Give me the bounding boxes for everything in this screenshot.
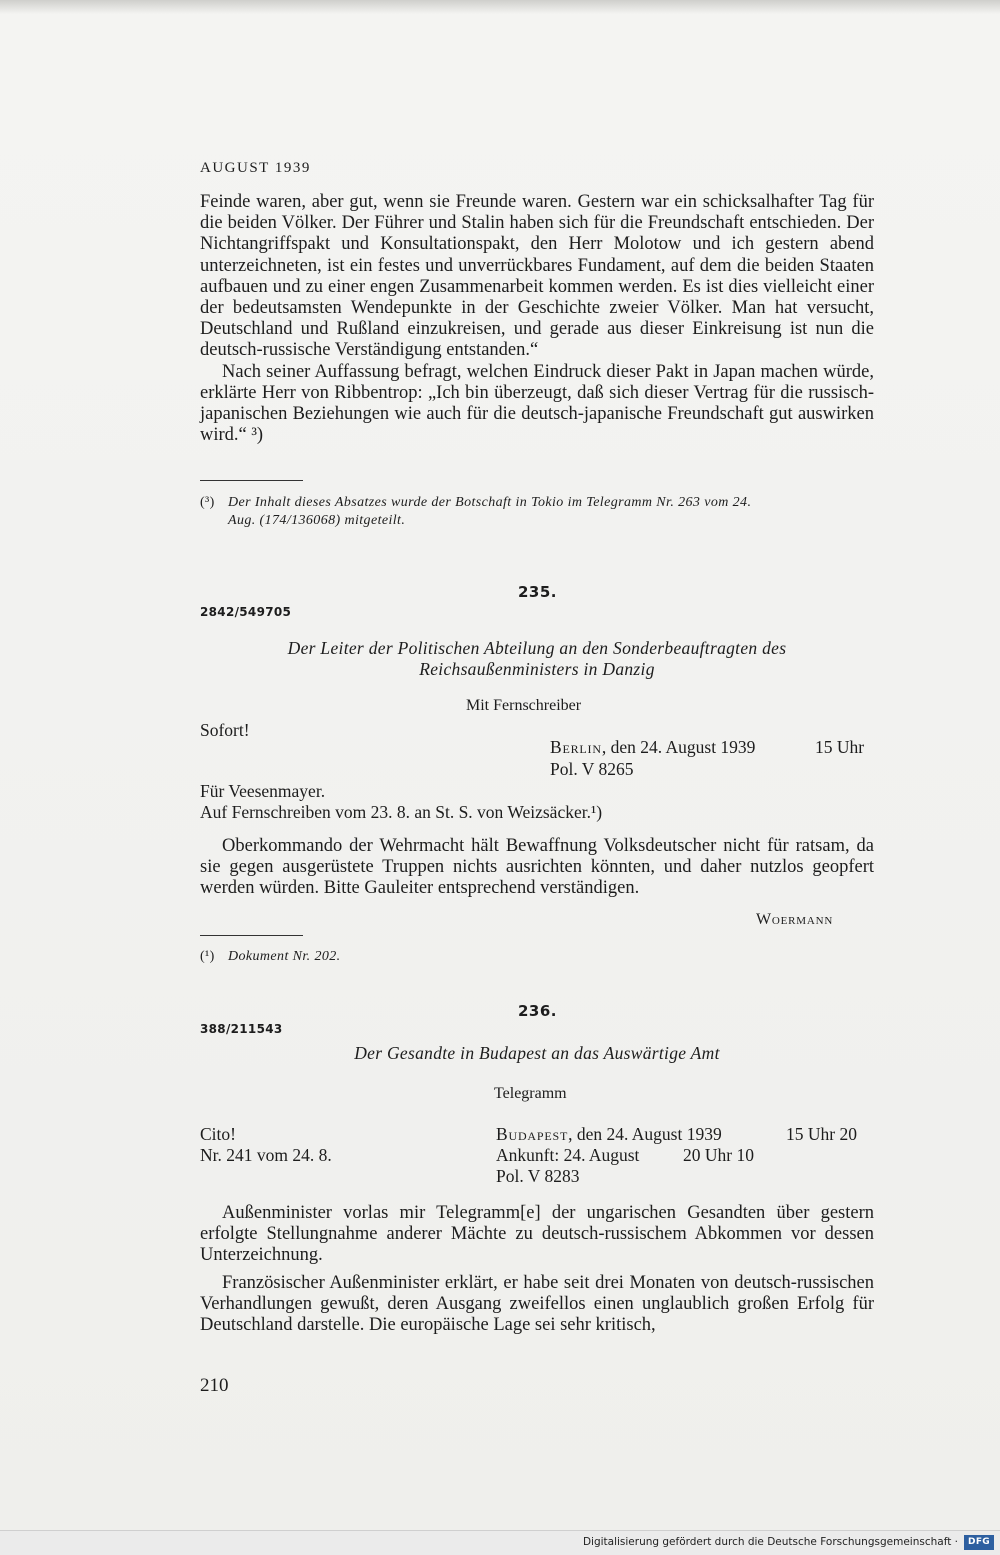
arrival-time: 20 Uhr 10 [683,1145,754,1165]
footnote-marker: (¹) [200,949,215,964]
time-text: 15 Uhr 20 [786,1124,857,1144]
footnote-text-continued: Aug. (174/136068) mitgeteilt. [228,513,406,528]
priority-marker: Cito! [200,1124,236,1144]
running-head: AUGUST 1939 [200,160,311,176]
footnote-1 [200,948,874,966]
footnote-marker: (³) [200,495,215,510]
body-paragraph: Oberkommando der Wehrmacht hält Bewaffnung Volksdeutscher nicht für ratsam, da sie gegen ausgerüstete Truppen nichts ausrichten könnten, und daher nutzlos geopfert werden würden. Bitte Gauleiter entsprechend verständigen. [200,836,874,899]
file-number: 2842/549705 [200,605,292,619]
document-number: 235. [518,583,558,601]
place-name: Budapest [496,1124,569,1144]
transmission-type: Mit Fernschreiber [466,697,582,714]
time-text: 15 Uhr [815,737,865,757]
footnote-text: Dokument Nr. 202. [228,949,341,964]
reference-number: Pol. V 8283 [496,1166,580,1186]
reference-number: Pol. V 8265 [550,759,634,779]
document-title-line: Reichsaußenministers in Danzig [419,659,655,679]
addressee-line: Für Veesenmayer. [200,781,326,801]
footnote-text: Der Inhalt dieses Absatzes wurde der Botschaft in Tokio im Telegramm Nr. 263 vom 24. [228,495,752,510]
date-text: , den 24. August 1939 [601,737,756,757]
intro-text [200,192,874,446]
intro-paragraph-2: Nach seiner Auffassung befragt, welchen Eindruck dieser Pakt in Japan machen würde, erklärte Herr von Ribbentrop: „Ich bin überzeugt, daß sich dieser Vertrag für die russisch-japanischen Beziehungen wie auch für die deutsch-japanische Freundschaft gut auswirken wird.“ ³) [200,361,874,446]
date-text: , den 24. August 1939 [568,1124,722,1144]
intro-paragraph-1: Feinde waren, aber gut, wenn sie Freunde waren. Gestern war ein schicksalhafter Tag für die beiden Völker. Der Führer und Stalin haben sich für die Freundschaft entschieden. Der Nichtangriffspakt und Konsultationspakt, den Herr Molotow und ich gestern abend unterzeichneten, ist ein festes und unverrückbares Fundament, auf dem die beiden Staaten aufbauen und zu einer engen Zusammenarbeit kommen werden. Es ist dies vielleicht einer der bedeutsamsten Wendepunkte in der Geschichte zweier Völker. Man hat versucht, Deutschland und Rußland einzukreisen, und gerade aus dieser Einkreisung ist nun die deutsch-russische Verständigung entstanden.“ [200,192,874,361]
page-number: 210 [200,1375,229,1396]
footer-credit: Digitalisierung gefördert durch die Deutsche Forschungsgemeinschaft · [582,1536,958,1548]
footnote-rule [200,480,303,481]
place-name: Berlin [550,737,602,757]
footnote-rule [200,935,303,936]
priority-marker: Sofort! [200,720,250,740]
signature: Woermann [756,911,834,928]
body-paragraph: Französischer Außenminister erklärt, er habe seit drei Monaten von deutsch-russischen Verhandlungen gewußt, deren Ausgang zweifellos einen unglaublich großen Erfolg für Deutschland darstelle. Die europäische Lage sei sehr kritisch, [200,1272,874,1336]
date-line [550,737,755,758]
footnote-3 [200,494,874,530]
document-title [200,638,874,680]
transmission-type: Telegramm [494,1085,567,1102]
document-body [200,1203,874,1336]
document-body [200,836,874,900]
document-number: 236. [518,1002,558,1020]
document-title-line: Der Leiter der Politischen Abteilung an den Sonderbeauftragten des [287,638,787,658]
date-line [496,1124,722,1145]
footer-bar [0,1530,1000,1555]
body-paragraph: Außenminister vorlas mir Telegramm[e] der ungarischen Gesandten über gestern erfolgte Stellungnahme anderer Mächte zu deutsch-russischem Abkommen vor dessen Unterzeichnung. [200,1203,874,1266]
arrival-line: Ankunft: 24. August [496,1145,640,1165]
document-title: Der Gesandte in Budapest an das Auswärtige Amt [354,1043,720,1063]
file-number: 388/211543 [200,1022,283,1036]
regarding-line: Auf Fernschreiben vom 23. 8. an St. S. von Weizsäcker.¹) [200,802,603,822]
dfg-logo: DFG [964,1535,994,1550]
telegram-number: Nr. 241 vom 24. 8. [200,1145,332,1165]
